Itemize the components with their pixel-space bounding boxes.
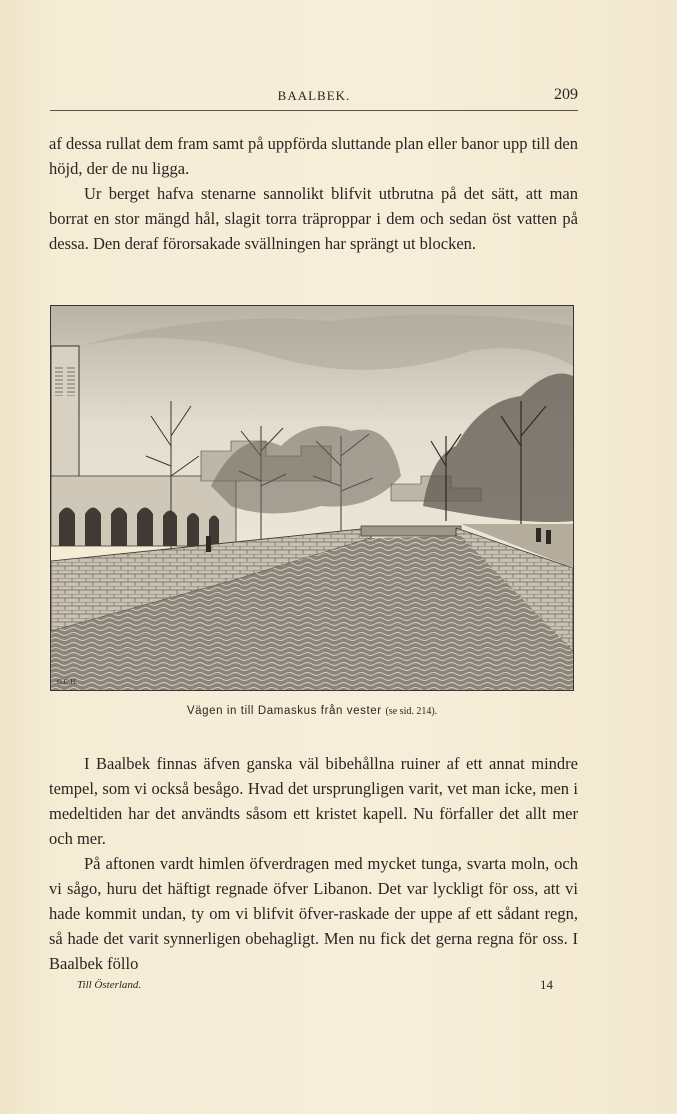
figure-caption	[50, 705, 574, 717]
illustration	[50, 305, 574, 691]
running-title: BAALBEK.	[277, 88, 351, 103]
text-block-top	[49, 131, 578, 256]
text-block-bottom	[49, 751, 578, 976]
caption-text: Vägen in till Damaskus från vester	[186, 705, 382, 717]
engraving-damascus-road	[51, 306, 573, 690]
caption-page-reference: (se sid. 214).	[385, 706, 438, 717]
page-header	[50, 86, 578, 111]
paragraph: Ur berget hafva stenarne sannolikt blifvit utbrutna på det sätt, att man borrat en stor mängd hål, slagit torra träproppar i dem och sedan öst vatten på dessa. Den deraf förorsakade svällningen har sprängt ut blocken.	[49, 184, 578, 253]
bridge	[361, 526, 461, 536]
paragraph: I Baalbek finnas äfven ganska väl bibehållna ruiner af ett annat mindre tempel, som vi också besågo. Hvad det ursprungligen varit, vet man icke, men i medeltiden har det användts såsom ett kristet kapell. Nu förfaller det allt mer och mer.	[49, 754, 578, 848]
paragraph: af dessa rullat dem fram samt på uppförda sluttande plan eller banor upp till den höjd, der de nu ligga.	[49, 134, 578, 178]
engraver-signature: G.C.H.	[57, 678, 78, 686]
paragraph: På aftonen vardt himlen öfverdragen med mycket tunga, svarta moln, och vi sågo, huru det häftigt regnade öfver Libanon. Det var lyckligt för oss, att vi hade kommit undan, ty om vi blifvit öfver-raskade der uppe af ett sådant regn, så hade det varit synnerligen obehagligt. Men nu fick det gerna regna för oss. I Baalbek föllo	[49, 854, 578, 973]
signature-line: Till Österland.	[77, 979, 142, 991]
sheet-number: 14	[540, 977, 553, 992]
page-number: 209	[554, 86, 578, 103]
